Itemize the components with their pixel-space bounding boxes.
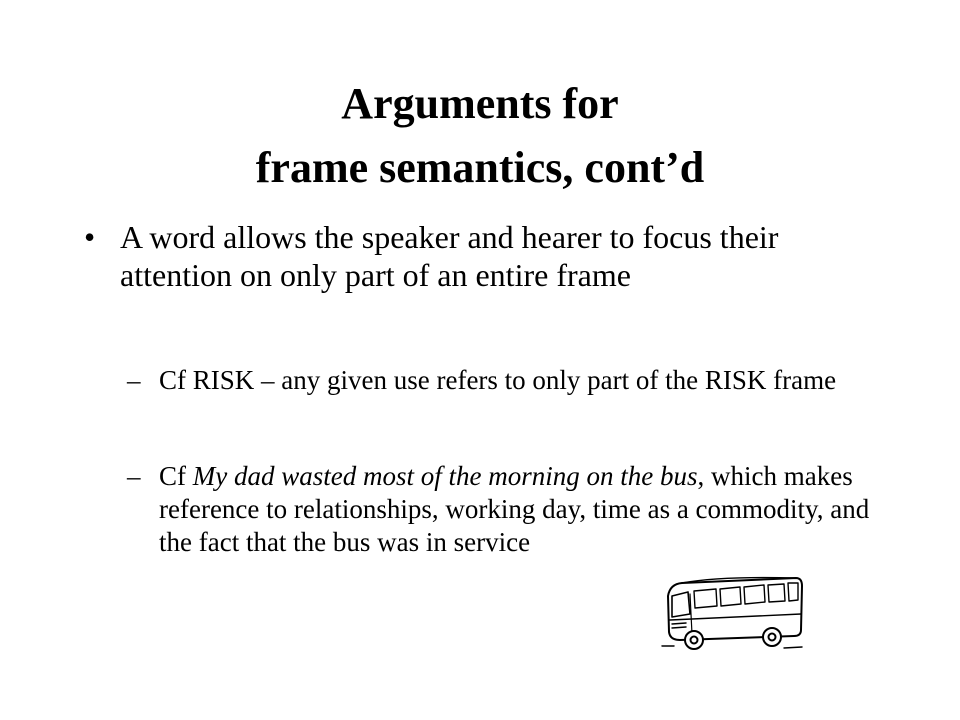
sub-bullet-bus-example [127, 460, 887, 559]
title-line-2: frame semantics, cont’d [255, 143, 705, 192]
bullet-marker: • [84, 219, 96, 255]
sub-bullet-suffix: , which makes reference to relationships, working day, time as a commodity, and the fact that the bus was in service [159, 461, 870, 557]
sub-bullet-risk [127, 364, 887, 397]
bus-icon [660, 574, 805, 654]
sub-bullet-text: Cf RISK – any given use refers to only part of the RISK frame [159, 365, 837, 395]
title-line-1: Arguments for [341, 79, 619, 128]
example-sentence: My dad wasted most of the morning on the bus [192, 461, 698, 491]
bullet-text: A word allows the speaker and hearer to focus their attention on only part of an entire frame [120, 219, 779, 293]
sub-bullet-marker: – [127, 365, 141, 395]
slide-title [0, 72, 960, 200]
sub-bullet-marker: – [127, 461, 141, 491]
sub-bullet-prefix: Cf [159, 461, 193, 491]
bullet-main [84, 218, 844, 294]
sub-bullet-text [159, 460, 887, 559]
